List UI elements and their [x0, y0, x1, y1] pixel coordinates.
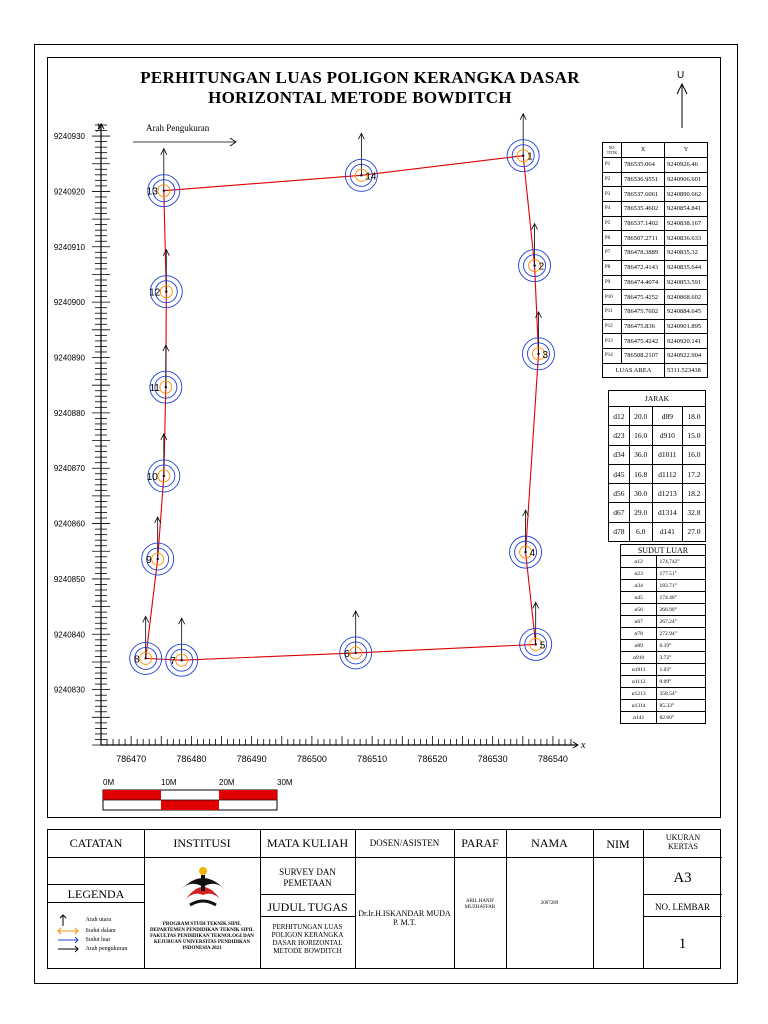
table-row: [609, 522, 706, 541]
station-4: [510, 510, 542, 568]
scale-label: 30M: [277, 778, 293, 787]
coord-cell: P5: [603, 216, 622, 231]
nama-value: ARIL HANIF MUZHAFFAR: [464, 899, 496, 910]
coord-cell: 9240868.602: [665, 290, 708, 305]
traverse-polygon: [146, 156, 539, 661]
distance-table-title: JARAK: [609, 391, 706, 407]
coord-cell: 786475.836: [622, 319, 665, 334]
coord-cell: 786475.4242: [622, 334, 665, 349]
angle-cell: 0.09°: [657, 676, 706, 688]
station-point: [522, 154, 524, 156]
coord-cell: 786507.2711: [622, 231, 665, 246]
distance-cell: d89: [652, 407, 682, 426]
table-row: [609, 484, 706, 503]
judul-tugas-value: PERHITUNGAN LUAS POLIGON KERANGKA DASAR HORIZONTAL METODE BOWDITCH: [271, 923, 344, 955]
coord-cell: P2: [603, 172, 622, 187]
distance-cell: 32.8: [682, 503, 705, 522]
coord-cell: 9240906.601: [665, 172, 708, 187]
table-row: [621, 652, 706, 664]
table-row: [609, 464, 706, 483]
table-row: [603, 158, 708, 173]
station-label: 9: [146, 555, 152, 567]
area-row: [603, 363, 708, 378]
table-row: [621, 592, 706, 604]
coord-cell: 786474.4074: [622, 275, 665, 290]
angle-cell: α23: [621, 568, 657, 580]
station-label: 12: [149, 287, 161, 299]
nim-value: 2007289: [540, 901, 559, 906]
coord-cell: 9240890.662: [665, 187, 708, 202]
y-tick-label: 9240890: [53, 353, 85, 363]
legend-inner-angle: [56, 927, 116, 935]
station-label: 5: [539, 640, 546, 652]
station-point: [534, 643, 536, 645]
x-tick-label: 786520: [417, 754, 448, 764]
coord-cell: 9240853.591: [665, 275, 708, 290]
angle-cell: 82.60°: [657, 712, 706, 724]
col-header-y: Y: [665, 143, 708, 158]
station-9: [142, 517, 174, 575]
scale-segment: [103, 790, 161, 800]
coord-cell: 9240884.645: [665, 304, 708, 319]
y-tick-label: 9240910: [53, 242, 85, 252]
table-row: [621, 556, 706, 568]
distance-cell: 6.0: [629, 522, 652, 541]
table-row: [621, 568, 706, 580]
coord-cell: 786537.1402: [622, 216, 665, 231]
distance-cell: 16.0: [629, 426, 652, 445]
angle-cell: α12: [621, 556, 657, 568]
table-row: [621, 664, 706, 676]
table-row: [603, 319, 708, 334]
x-tick-label: 786530: [477, 754, 508, 764]
dosen-value: Dr.Ir.H.ISKANDAR MUDA P. M.T.: [358, 909, 451, 927]
distance-cell: d23: [609, 426, 630, 445]
distance-table: [608, 390, 706, 542]
station-point: [537, 353, 539, 355]
table-row: [609, 407, 706, 426]
distance-cell: d12: [609, 407, 630, 426]
station-1: [507, 114, 539, 172]
distance-cell: d1314: [652, 503, 682, 522]
distance-cell: d56: [609, 484, 630, 503]
legend-label-outer: Sudut luar: [85, 937, 111, 944]
dosen-header: DOSEN/ASISTEN: [369, 838, 440, 848]
station-13: [147, 149, 180, 207]
station-point: [524, 551, 526, 553]
y-tick-label: 9240840: [53, 630, 85, 640]
angle-cell: 85.33°: [657, 700, 706, 712]
coord-cell: P7: [603, 246, 622, 261]
mata-kuliah-value: SURVEY DAN PEMETAAN: [279, 867, 336, 888]
table-row: [621, 676, 706, 688]
coord-cell: P4: [603, 202, 622, 217]
north-label: U: [677, 70, 685, 81]
station-label: 14: [365, 171, 377, 183]
coord-cell: P3: [603, 187, 622, 202]
coord-cell: 9240836.633: [665, 231, 708, 246]
station-point: [163, 475, 165, 477]
nama-header: NAMA: [531, 836, 568, 850]
station-point: [533, 264, 535, 266]
station-14: [345, 133, 377, 191]
table-row: [609, 503, 706, 522]
coord-cell: P10: [603, 290, 622, 305]
distance-cell: d1213: [652, 484, 682, 503]
table-row: [603, 202, 708, 217]
coord-cell: P6: [603, 231, 622, 246]
station-5: [520, 602, 552, 660]
angle-cell: α67: [621, 616, 657, 628]
distance-cell: d141: [652, 522, 682, 541]
scale-label: 0M: [103, 778, 115, 787]
angle-cell: α45: [621, 592, 657, 604]
table-row: [603, 172, 708, 187]
double-arrow-orange-icon: [56, 927, 80, 935]
station-label: 13: [146, 186, 158, 198]
angle-cell: α34: [621, 580, 657, 592]
table-row: [621, 616, 706, 628]
table-row: [621, 700, 706, 712]
table-row: [609, 426, 706, 445]
station-point: [165, 386, 167, 388]
distance-cell: 17.2: [682, 464, 705, 483]
distance-cell: 16.0: [682, 445, 705, 464]
y-tick-label: 9240930: [53, 132, 85, 142]
station-8: [130, 616, 162, 674]
scale-label: 20M: [219, 778, 235, 787]
arrow-blue-icon: [56, 936, 80, 944]
x-tick-label: 786500: [296, 754, 327, 764]
nim-header: NIM: [606, 837, 630, 851]
angle-cell: α1011: [621, 664, 657, 676]
station-label: 11: [149, 383, 160, 395]
y-tick-label: 9240900: [53, 298, 85, 308]
coordinate-table: [602, 142, 708, 378]
angle-cell: α89: [621, 640, 657, 652]
no-lembar-value: 1: [678, 936, 687, 952]
station-point: [180, 659, 182, 661]
coord-cell: P1: [603, 158, 622, 173]
y-tick-label: 9240920: [53, 187, 85, 197]
angle-cell: 183.71°: [657, 580, 706, 592]
coord-cell: 786478.3889: [622, 246, 665, 261]
table-row: [621, 628, 706, 640]
area-label: LUAS AREA: [603, 363, 665, 378]
institusi-text: PROGRAM STUDI TEKNIK SIPIL DEPARTEMEN PENDIDIKAN TEKNIK SIPIL FAKULTAS PENDIDIKAN TEKNOLOGI DAN KEJURUAN UNIVERSITAS PENDIDIKAN INDONESIA 2021: [150, 922, 254, 951]
coord-cell: 9240922.904: [665, 348, 708, 363]
angle-cell: α78: [621, 628, 657, 640]
title-line-1: PERHITUNGAN LUAS POLIGON KERANGKA DASAR: [140, 68, 580, 87]
legend-label-direction: Arah pengukuran: [85, 946, 128, 953]
table-row: [621, 640, 706, 652]
table-row: [603, 246, 708, 261]
table-row: [603, 275, 708, 290]
distance-cell: 18.0: [682, 407, 705, 426]
angle-cell: 174.46°: [657, 592, 706, 604]
table-row: [621, 580, 706, 592]
coord-cell: 9240901.895: [665, 319, 708, 334]
angle-cell: 6.19°: [657, 640, 706, 652]
x-tick-label: 786510: [357, 754, 388, 764]
legenda-header: LEGENDA: [67, 887, 125, 901]
coord-cell: 786535.064: [622, 158, 665, 173]
legend-measure-direction: [56, 945, 127, 953]
distance-cell: d67: [609, 503, 630, 522]
institusi-header: INSTITUSI: [173, 836, 231, 850]
x-tick-label: 786490: [236, 754, 267, 764]
plot-marks: [130, 114, 555, 677]
distance-cell: 16.8: [629, 464, 652, 483]
coord-cell: 9240926.46: [665, 158, 708, 173]
coord-cell: 786536.9551: [622, 172, 665, 187]
coord-cell: 786508.2107: [622, 348, 665, 363]
coord-cell: P11: [603, 304, 622, 319]
distance-cell: 15.0: [682, 426, 705, 445]
station-label: 2: [538, 261, 545, 273]
coord-cell: 786535.4602: [622, 202, 665, 217]
legend-north: [56, 914, 111, 926]
judul-tugas-header: JUDUL TUGAS: [267, 900, 348, 914]
distance-cell: d1011: [652, 445, 682, 464]
north-arrow-legend-icon: [56, 914, 70, 926]
distance-cell: 20.0: [629, 407, 652, 426]
col-header-no: NO. TITIK: [603, 143, 622, 158]
exterior-angle-table-title: SUDUT LUAR: [621, 545, 706, 556]
angle-cell: 358.54°: [657, 688, 706, 700]
coord-cell: 9240838.167: [665, 216, 708, 231]
ukuran-value: A3: [673, 870, 692, 886]
angle-cell: 174,742°: [657, 556, 706, 568]
distance-cell: 18.2: [682, 484, 705, 503]
station-point: [165, 290, 167, 292]
distance-cell: d1112: [652, 464, 682, 483]
coord-cell: 9240835.644: [665, 260, 708, 275]
distance-cell: d910: [652, 426, 682, 445]
scale-bar: [103, 778, 293, 810]
angle-cell: α141: [621, 712, 657, 724]
x-tick-label: 786540: [537, 754, 568, 764]
angle-cell: 272.94°: [657, 628, 706, 640]
area-value: 5311.523438: [665, 363, 708, 378]
table-row: [603, 260, 708, 275]
coord-cell: P8: [603, 260, 622, 275]
station-6: [340, 611, 372, 669]
table-row: [603, 304, 708, 319]
angle-cell: α1112: [621, 676, 657, 688]
station-label: 4: [529, 548, 536, 560]
table-row: [621, 604, 706, 616]
x-tick-label: 786480: [176, 754, 207, 764]
title-block: [47, 829, 721, 969]
title-line-2: HORIZONTAL METODE BOWDITCH: [208, 88, 512, 107]
coord-cell: P13: [603, 334, 622, 349]
angle-cell: α1213: [621, 688, 657, 700]
angle-cell: 1.03°: [657, 664, 706, 676]
y-tick-label: 9240850: [53, 574, 85, 584]
station-point: [355, 652, 357, 654]
ukuran-header: UKURAN KERTAS: [665, 833, 701, 851]
scale-segment: [219, 790, 277, 800]
station-7: [166, 618, 198, 676]
angle-cell: 266.90°: [657, 604, 706, 616]
legend-label-inner: Sudut dalam: [85, 928, 116, 935]
scale-label: 10M: [161, 778, 177, 787]
table-row: [621, 688, 706, 700]
plot-axes: [54, 118, 586, 810]
table-row: [603, 334, 708, 349]
angle-cell: α910: [621, 652, 657, 664]
paraf-header: PARAF: [461, 836, 499, 850]
mata-kuliah-header: MATA KULIAH: [266, 836, 349, 850]
legend-outer-angle: [56, 936, 110, 944]
distance-cell: d45: [609, 464, 630, 483]
coord-cell: 786537.6061: [622, 187, 665, 202]
coord-cell: 9240920.141: [665, 334, 708, 349]
y-tick-label: 9240860: [53, 519, 85, 529]
legend-label-north: Arah utara: [85, 917, 111, 924]
distance-cell: 27.0: [682, 522, 705, 541]
x-tick-label: 786470: [116, 754, 147, 764]
coord-cell: P12: [603, 319, 622, 334]
y-tick-label: 9240830: [53, 685, 85, 695]
station-label: 7: [170, 656, 176, 668]
coord-cell: 786475.7602: [622, 304, 665, 319]
catatan-header: CATATAN: [69, 836, 123, 850]
no-lembar-header: NO. LEMBAR: [654, 902, 710, 912]
coord-cell: 786475.4252: [622, 290, 665, 305]
col-header-x: X: [622, 143, 665, 158]
angle-cell: 3.72°: [657, 652, 706, 664]
distance-cell: 30.0: [629, 484, 652, 503]
coord-cell: 9240854.841: [665, 202, 708, 217]
station-label: 3: [542, 349, 549, 361]
station-point: [156, 558, 158, 560]
station-point: [163, 189, 165, 191]
angle-cell: 177.51°: [657, 568, 706, 580]
table-row: [603, 290, 708, 305]
station-label: 6: [344, 648, 350, 660]
table-row: [603, 216, 708, 231]
y-tick-label: 9240880: [53, 408, 85, 418]
angle-cell: 267.24°: [657, 616, 706, 628]
coord-cell: P14: [603, 348, 622, 363]
table-row: [621, 712, 706, 724]
upi-logo: [176, 861, 230, 911]
y-tick-label: 9240870: [53, 464, 85, 474]
distance-cell: d78: [609, 522, 630, 541]
exterior-angle-table: [620, 544, 706, 724]
table-row: [603, 231, 708, 246]
table-row: [609, 445, 706, 464]
station-point: [144, 657, 146, 659]
station-label: 8: [134, 654, 140, 666]
station-point: [360, 174, 362, 176]
angle-cell: α56: [621, 604, 657, 616]
scale-segment: [161, 800, 219, 810]
station-label: 1: [527, 151, 533, 163]
coord-cell: 786472.4143: [622, 260, 665, 275]
coord-cell: 9240835.32: [665, 246, 708, 261]
y-axis-label: y: [97, 118, 103, 132]
table-row: [603, 348, 708, 363]
station-label: 10: [146, 471, 158, 483]
table-row: [603, 187, 708, 202]
angle-cell: α1314: [621, 700, 657, 712]
distance-cell: 36.0: [629, 445, 652, 464]
distance-cell: 29.0: [629, 503, 652, 522]
coord-cell: P9: [603, 275, 622, 290]
measure-direction-label: Arah Pengukuran: [146, 123, 210, 133]
x-axis-label: x: [581, 740, 586, 751]
distance-cell: d34: [609, 445, 630, 464]
arrow-black-icon: [56, 945, 80, 953]
